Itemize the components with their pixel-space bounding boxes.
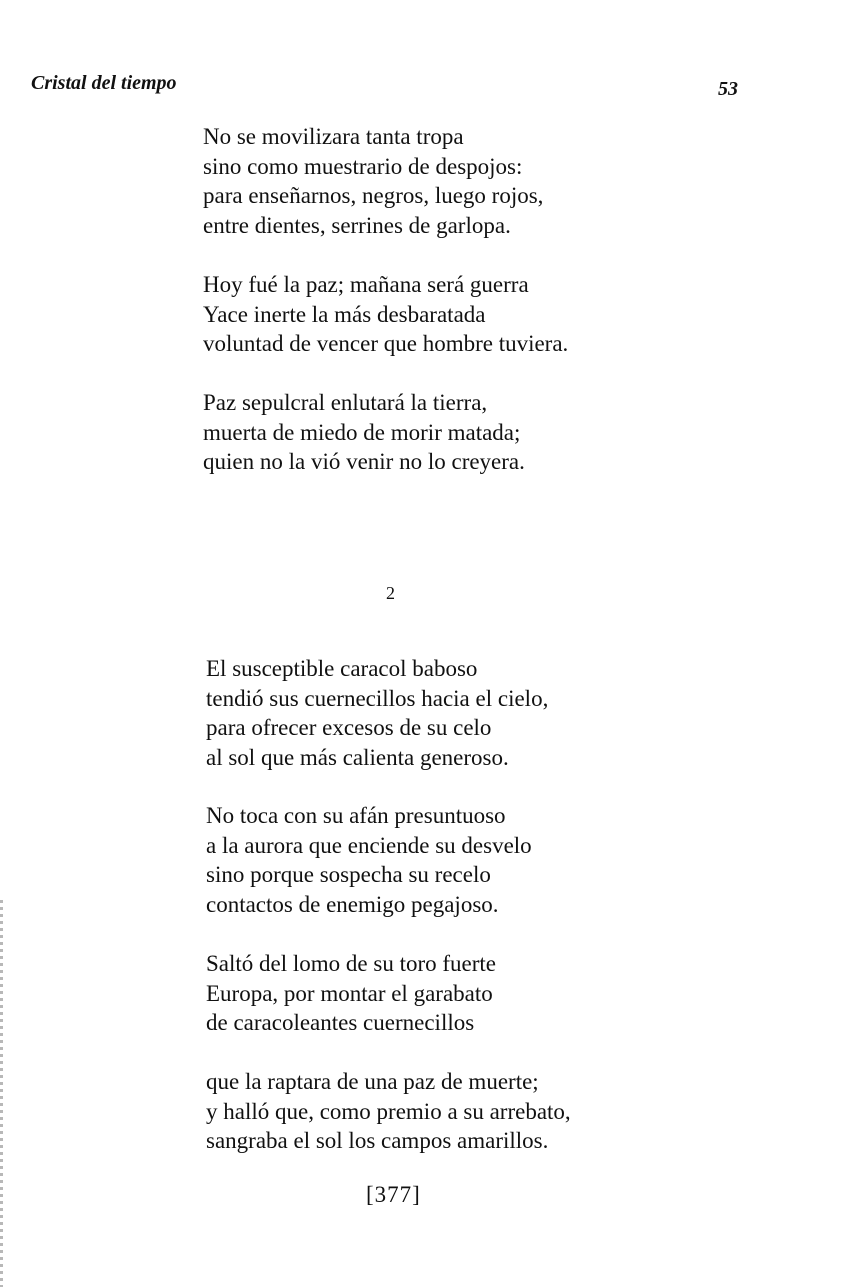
stanza [206, 949, 496, 1038]
scan-edge-artifact [0, 900, 3, 1287]
verse-line: de caracoleantes cuernecillos [206, 1010, 475, 1036]
verse-line: sino porque sospecha su recelo [206, 862, 491, 888]
verse-line: al sol que más calienta generoso. [206, 744, 509, 770]
verse-line: para ofrecer excesos de su celo [206, 715, 492, 741]
verse-line: a la aurora que enciende su desvelo [206, 832, 532, 858]
verse-line: muerta de miedo de morir matada; [203, 419, 521, 445]
verse-line: No se movilizara tanta tropa [203, 124, 464, 149]
verse-line: contactos de enemigo pegajoso. [206, 891, 499, 917]
stanza [203, 122, 543, 240]
verse-line: voluntad de vencer que hombre tuviera. [203, 331, 569, 357]
verse-line: que la raptara de una paz de muerte; [206, 1069, 539, 1094]
verse-line: para enseñarnos, negros, luego rojos, [203, 183, 544, 209]
running-title: Cristal del tiempo [31, 72, 177, 94]
stanza [203, 388, 525, 477]
page-number: 53 [718, 78, 738, 100]
verse-line: entre dientes, serrines de garlopa. [203, 212, 511, 238]
verse-line: y halló que, como premio a su arrebato, [206, 1098, 571, 1124]
verse-line: Hoy fué la paz; mañana será guerra [203, 272, 529, 297]
verse-line: sino como muestrario de despojos: [203, 153, 523, 179]
folio-number: [377] [366, 1182, 421, 1207]
verse-line: sangraba el sol los campos amarillos. [206, 1128, 549, 1154]
verse-line: tendió sus cuernecillos hacia el cielo, [206, 685, 549, 711]
verse-line: Paz sepulcral enlutará la tierra, [203, 390, 488, 415]
stanza [206, 654, 548, 772]
verse-line: Saltó del lomo de su toro fuerte [206, 951, 496, 976]
verse-line: Yace inerte la más desbaratada [203, 301, 486, 327]
stanza [206, 1067, 571, 1156]
stanza [206, 801, 532, 919]
verse-line: No toca con su afán presuntuoso [206, 803, 506, 828]
verse-line: El susceptible caracol baboso [206, 656, 478, 681]
stanza [203, 270, 568, 359]
verse-line: quien no la vió venir no lo creyera. [203, 449, 525, 475]
verse-line: Europa, por montar el garabato [206, 980, 493, 1006]
section-number: 2 [386, 583, 395, 603]
